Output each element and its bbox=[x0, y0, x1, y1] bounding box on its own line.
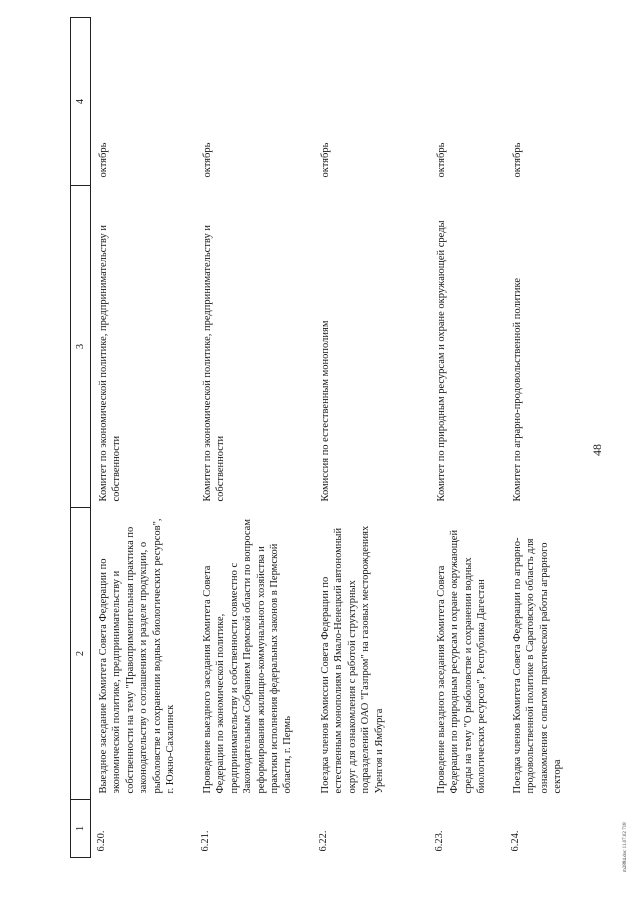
responsible-committee: Комитет по экономической политике, предпринимательству и собственности bbox=[202, 224, 227, 502]
event-description: Поездка членов Комитета Совета Федерации по аграрно-продовольственной политике в Саратовскую область для ознакомления с опытом практической работы аграрного сектора bbox=[512, 537, 564, 794]
table-row bbox=[195, 18, 313, 858]
header-col-4: 4 bbox=[71, 18, 91, 186]
event-date: октябрь bbox=[98, 142, 109, 178]
header-col-2: 2 bbox=[71, 508, 91, 800]
responsible-committee: Комитет по природным ресурсам и охране окружающей среды bbox=[436, 220, 447, 502]
header-col-3: 3 bbox=[71, 186, 91, 508]
event-description: Выездное заседание Комитета Совета Федерации по экономической политике, предпринимательству и собственности на тему "Правоприменительная практика по законодательству о соглашениях и разделе продукции, о рыболовстве и сохранении водных биологических ресурсов", г. Южно-Сахалинск bbox=[98, 518, 177, 794]
event-description: Поездка членов Комиссии Совета Федерации по естественным монополиям в Ямало-Ненецкий автономный округ для ознакомления с работой структурных подразделений ОАО "Газпром" на газовых месторождениях Уренгоя и Ямбурга bbox=[320, 525, 385, 794]
row-number: 6.24. bbox=[510, 830, 521, 852]
header-col-1: 1 bbox=[71, 800, 91, 858]
row-number: 6.22. bbox=[318, 830, 329, 852]
table-row bbox=[91, 18, 196, 858]
table-row bbox=[429, 18, 505, 858]
event-date: октябрь bbox=[320, 142, 331, 178]
row-number: 6.23. bbox=[434, 830, 445, 852]
responsible-committee: Комитет по аграрно-продовольственной политике bbox=[512, 277, 523, 502]
table-row bbox=[505, 18, 597, 858]
table-row bbox=[313, 18, 429, 858]
event-date: октябрь bbox=[202, 142, 213, 178]
schedule-table bbox=[70, 17, 597, 858]
responsible-committee: Комитет по экономической политике, предпринимательству и собственности bbox=[98, 224, 123, 502]
event-date: октябрь bbox=[436, 142, 447, 178]
footer-file-info: m2884.doc 11.07.02 718 bbox=[623, 822, 628, 872]
responsible-committee: Комиссия по естественным монополиям bbox=[320, 320, 331, 502]
table-header-row bbox=[71, 18, 91, 858]
event-description: Проведение выездного заседания Комитета Совета Федерации по экономической политике, предпринимательству и собственности совместно с Законодательным Собранием Пермской области по вопросам реформирования жилищно-коммунального хозяйства и практики исполнения федеральных законов в Пермской области, г. Пермь bbox=[202, 519, 294, 794]
event-date: октябрь bbox=[512, 142, 523, 178]
page-number: 48 bbox=[590, 444, 604, 456]
row-number: 6.20. bbox=[96, 830, 107, 852]
row-number: 6.21. bbox=[200, 830, 211, 852]
event-description: Проведение выездного заседания Комитета Совета Федерации по природным ресурсам и охране окружающей среды на тему "О рыболовстве и сохранении водных биологических ресурсов", Республика Дагестан bbox=[436, 529, 488, 794]
